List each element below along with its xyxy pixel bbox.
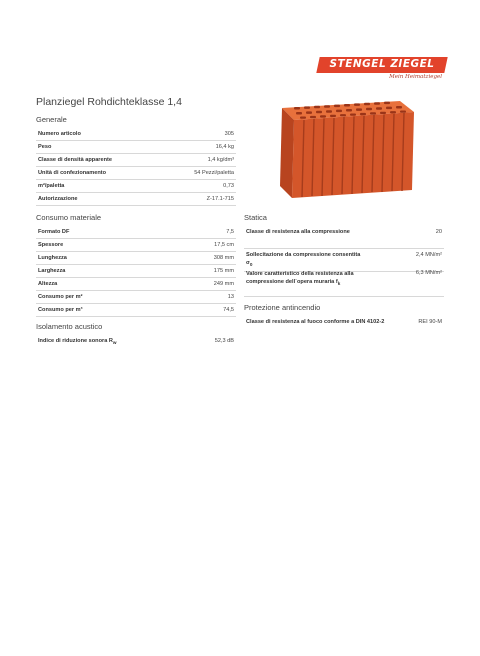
table-row: m²/paletta 0,73 — [36, 180, 236, 193]
table-row: Consumo per m² 13 — [36, 291, 236, 304]
section-heading-generale: Generale — [36, 115, 67, 124]
table-row: Spessore 17,5 cm — [36, 239, 236, 252]
table-row: Numero articolo 305 — [36, 128, 236, 141]
section-heading-consumo: Consumo materiale — [36, 213, 102, 222]
table-row: Classe di resistenza alla compressione 20 — [244, 226, 444, 249]
brick-image — [272, 98, 420, 202]
logo-tagline: Mein Heimatziegel — [389, 74, 442, 80]
table-row: Sollecitazione da compressione consentita $\sigma_0$ 2,4 MN/m² — [244, 249, 444, 272]
section-heading-statica: Statica — [244, 213, 267, 222]
page-title: Planziegel Rohdichteklasse 1,4 — [36, 96, 182, 108]
table-row: Valore caratteristico della resistenza alla compressione dell´opera muraria $f_k$ 6,3 MN/m² — [244, 266, 444, 297]
table-row: Unità di confezionamento 54 Pezzi/paletta — [36, 167, 236, 180]
brand-logo — [318, 53, 446, 85]
table-row: Classe di densità apparente 1,4 kg/dm³ — [36, 154, 236, 167]
table-row: Lunghezza 308 mm — [36, 252, 236, 265]
table-row: Formato DF 7,5 — [36, 226, 236, 239]
table-row: Altezza 249 mm — [36, 278, 236, 291]
section-heading-isolamento: Isolamento acustico — [36, 322, 103, 331]
logo-name: STENGEL ZIEGEL — [329, 58, 435, 70]
table-row: Consumo per m³ 74,5 — [36, 304, 236, 317]
table-row: Indice di riduzione sonora $R_w$ 52,3 dB — [38, 338, 234, 346]
table-row: Peso 16,4 kg — [36, 141, 236, 154]
table-row: Classe di resistenza al fuoco conforme a DIN 4102-2 REI 90-M — [246, 319, 442, 325]
section-heading-antincendio: Protezione antincendio — [244, 303, 321, 312]
table-row: Autorizzazione Z-17.1-715 — [36, 193, 236, 206]
table-row: Larghezza 175 mm — [36, 265, 236, 278]
